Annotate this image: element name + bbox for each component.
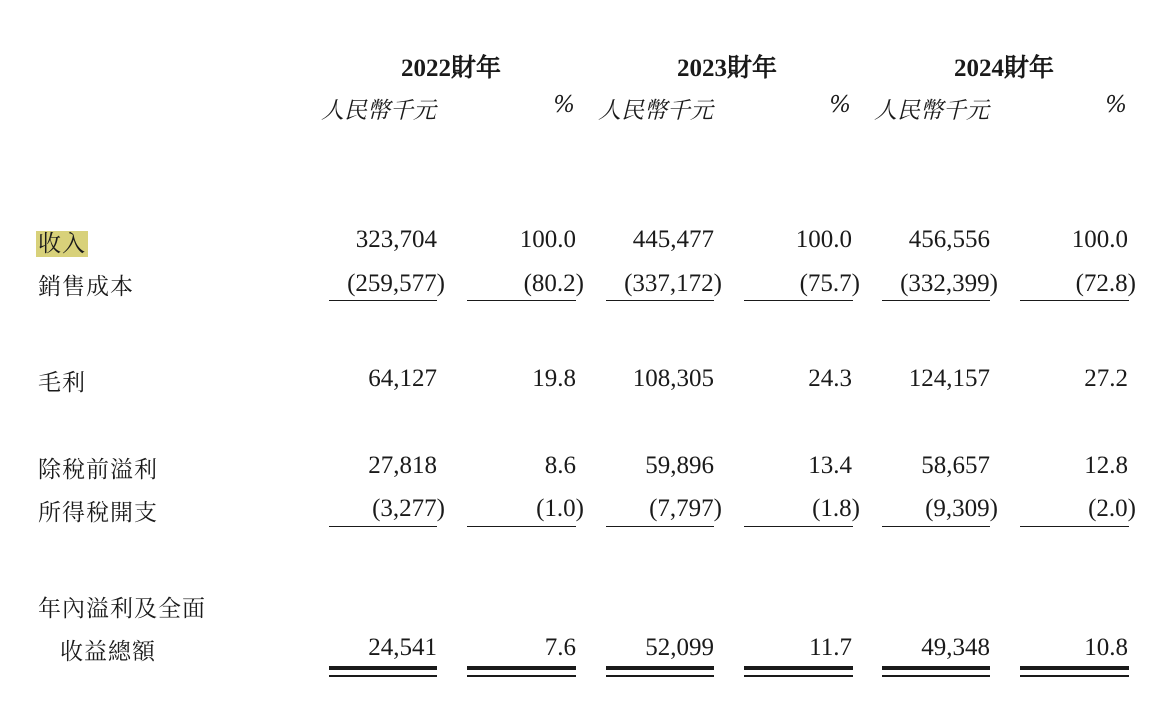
cell: 445,477 — [632, 226, 714, 253]
row-label-total-comprehensive-2: 收益總額 — [60, 639, 156, 665]
row-label-cost-of-sales: 銷售成本 — [38, 274, 134, 300]
cell: (9,309) — [925, 495, 998, 522]
cell: (1.8) — [812, 495, 860, 522]
unit-amount-2024: 人民幣千元 — [874, 98, 989, 124]
total-double-rule — [1020, 675, 1129, 677]
cell: 27.2 — [1084, 365, 1128, 392]
total-double-rule — [606, 675, 714, 677]
cell: (75.7) — [799, 270, 860, 297]
unit-amount-2023: 人民幣千元 — [598, 98, 713, 124]
cell: 13.4 — [808, 452, 852, 479]
subtotal-rule — [606, 526, 714, 527]
cell: 11.7 — [809, 634, 852, 661]
cell: 52,099 — [645, 634, 714, 661]
cell: (80.2) — [523, 270, 584, 297]
subtotal-rule — [467, 300, 576, 301]
cell: 8.6 — [544, 452, 576, 479]
cell: 100.0 — [795, 226, 852, 253]
cell: 24.3 — [808, 365, 852, 392]
total-double-rule — [744, 666, 853, 670]
unit-amount-2022: 人民幣千元 — [321, 98, 436, 124]
subtotal-rule — [606, 300, 714, 301]
cell: (2.0) — [1088, 495, 1136, 522]
total-double-rule — [329, 675, 437, 677]
row-label-total-comprehensive-1: 年內溢利及全面 — [38, 596, 206, 622]
cell: 100.0 — [1071, 226, 1128, 253]
cell: 12.8 — [1084, 452, 1128, 479]
total-double-rule — [882, 666, 990, 670]
subtotal-rule — [744, 300, 853, 301]
total-double-rule — [467, 666, 576, 670]
cell: 49,348 — [921, 634, 990, 661]
subtotal-rule — [1020, 300, 1129, 301]
subtotal-rule — [1020, 526, 1129, 527]
unit-percent-2022: % — [553, 92, 575, 118]
cell: (72.8) — [1075, 270, 1136, 297]
total-double-rule — [606, 666, 714, 670]
subtotal-rule — [329, 526, 437, 527]
total-double-rule — [1020, 666, 1129, 670]
cell: (259,577) — [347, 270, 445, 297]
cell: 24,541 — [368, 634, 437, 661]
subtotal-rule — [329, 300, 437, 301]
year-header-2024: 2024財年 — [953, 55, 1054, 82]
cell: 108,305 — [632, 365, 714, 392]
cell: (332,399) — [900, 270, 998, 297]
subtotal-rule — [882, 300, 990, 301]
total-double-rule — [467, 675, 576, 677]
cell: 323,704 — [355, 226, 437, 253]
cell: 7.6 — [544, 634, 576, 661]
subtotal-rule — [882, 526, 990, 527]
cell: (1.0) — [536, 495, 584, 522]
cell: 59,896 — [645, 452, 714, 479]
cell: 456,556 — [908, 226, 990, 253]
row-label-revenue: 收入 — [38, 231, 86, 257]
cell: 64,127 — [368, 365, 437, 392]
row-label-profit-before-tax: 除稅前溢利 — [38, 457, 158, 483]
cell: (7,797) — [649, 495, 722, 522]
subtotal-rule — [467, 526, 576, 527]
cell: 19.8 — [532, 365, 576, 392]
cell: 27,818 — [368, 452, 437, 479]
unit-percent-2023: % — [829, 92, 851, 118]
cell: 100.0 — [519, 226, 576, 253]
unit-percent-2024: % — [1105, 92, 1127, 118]
cell: 58,657 — [921, 452, 990, 479]
cell: 124,157 — [908, 365, 990, 392]
cell: 10.8 — [1084, 634, 1128, 661]
year-header-2022: 2022財年 — [400, 55, 501, 82]
year-header-2023: 2023財年 — [676, 55, 777, 82]
cell: (337,172) — [624, 270, 722, 297]
total-double-rule — [744, 675, 853, 677]
cell: (3,277) — [372, 495, 445, 522]
subtotal-rule — [744, 526, 853, 527]
row-label-income-tax: 所得稅開支 — [38, 500, 158, 526]
total-double-rule — [882, 675, 990, 677]
row-label-gross-profit: 毛利 — [38, 370, 86, 396]
total-double-rule — [329, 666, 437, 670]
